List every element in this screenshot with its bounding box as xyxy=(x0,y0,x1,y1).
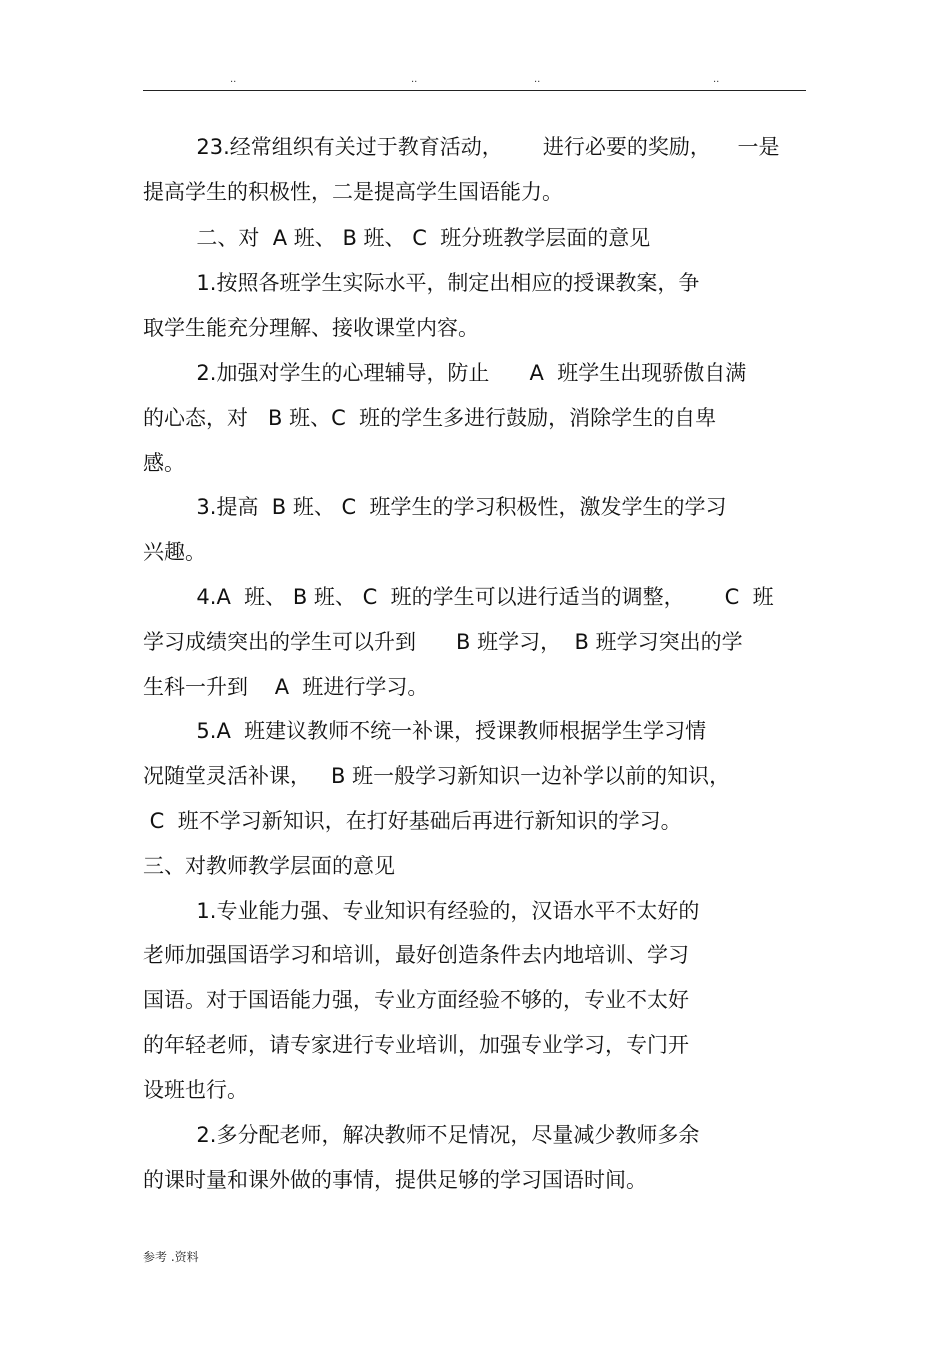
text-line: 提高学生的积极性，二是提高学生国语能力。 xyxy=(143,180,563,204)
text-line: 设班也行。 xyxy=(143,1078,248,1102)
text-line: 兴趣。 xyxy=(143,540,206,564)
footer-label: 参考 .资料 xyxy=(143,1250,199,1264)
text-line: 23.经常组织有关过于教育活动， 进行必要的奖励， 一是 xyxy=(143,135,780,159)
text-line: 取学生能充分理解、接收课堂内容。 xyxy=(143,316,479,340)
section-heading: 三、对教师教学层面的意见 xyxy=(143,854,395,878)
text-line: 2.加强对学生的心理辅导，防止 A 班学生出现骄傲自满 xyxy=(143,361,747,385)
text-line: 2.多分配老师，解决教师不足情况，尽量减少教师多余 xyxy=(143,1123,700,1147)
text-line: 3.提高 B 班、 C 班学生的学习积极性，激发学生的学习 xyxy=(143,495,727,519)
header-mark: .. xyxy=(230,74,237,85)
text-line: 5.A 班建议教师不统一补课，授课教师根据学生学习情 xyxy=(143,719,707,743)
section-heading: 二、对 A 班、 B 班、 C 班分班教学层面的意见 xyxy=(143,226,651,250)
text-line: C 班不学习新知识，在打好基础后再进行新知识的学习。 xyxy=(143,809,682,833)
text-line: 国语。对于国语能力强，专业方面经验不够的，专业不太好 xyxy=(143,988,689,1012)
text-line: 1.按照各班学生实际水平，制定出相应的授课教案，争 xyxy=(143,271,700,295)
header-mark: .. xyxy=(713,74,720,85)
text-line: 的心态，对 B 班、C 班的学生多进行鼓励，消除学生的自卑 xyxy=(143,406,717,430)
text-line: 生科一升到 A 班进行学习。 xyxy=(143,675,429,699)
header-mark: .. xyxy=(411,74,418,85)
text-line: 1.专业能力强、专业知识有经验的，汉语水平不太好的 xyxy=(143,899,700,923)
header-mark: .. xyxy=(534,74,541,85)
text-line: 4.A 班、 B 班、 C 班的学生可以进行适当的调整， C 班 xyxy=(143,585,774,609)
text-line: 学习成绩突出的学生可以升到 B 班学习， B 班学习突出的学 xyxy=(143,630,743,654)
text-line: 感。 xyxy=(143,451,185,475)
text-line: 况随堂灵活补课， B 班一般学习新知识一边补学以前的知识， xyxy=(143,764,731,788)
text-line: 的年轻老师，请专家进行专业培训，加强专业学习，专门开 xyxy=(143,1033,689,1057)
header-rule xyxy=(143,90,806,91)
text-line: 老师加强国语学习和培训，最好创造条件去内地培训、学习 xyxy=(143,943,689,967)
text-line: 的课时量和课外做的事情，提供足够的学习国语时间。 xyxy=(143,1168,647,1192)
